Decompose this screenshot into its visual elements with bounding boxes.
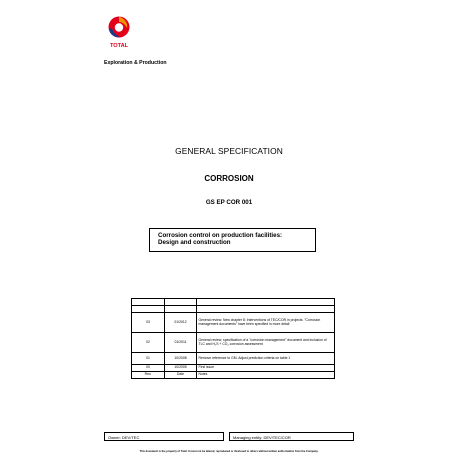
- rev-cell: 00: [132, 365, 165, 372]
- table-row: [132, 299, 335, 306]
- rev-cell: 02: [132, 333, 165, 353]
- table-row: [132, 353, 335, 365]
- date-column-header: Date: [165, 372, 197, 379]
- notes-cell: General review, specification of a "corrosion management" document and inclusion of TLC and H₂S + CO₂ corrosion assessment: [197, 333, 335, 353]
- rev-cell: 01: [132, 353, 165, 365]
- managing-entity-box: Managing entity: DEV/TEC/COR: [229, 432, 354, 441]
- date-cell: 10/2005: [165, 365, 197, 372]
- date-cell: [165, 306, 197, 313]
- rev-cell: [132, 306, 165, 313]
- date-cell: 01/2012: [165, 313, 197, 333]
- rev-cell: [132, 299, 165, 306]
- table-row: [132, 365, 335, 372]
- document-subject: CORROSION: [204, 174, 254, 183]
- confidentiality-notice: This document is the property of Total. It must not be altered, reproduced or disclosed to others without written authorisation from the Company.: [139, 450, 319, 453]
- date-cell: 01/2011: [165, 333, 197, 353]
- table-header-row: [132, 372, 335, 379]
- document-type: GENERAL SPECIFICATION: [175, 146, 283, 156]
- rev-cell: 03: [132, 313, 165, 333]
- document-title-box: [149, 228, 316, 252]
- document-title-line-1: Corrosion control on production facilities:: [158, 232, 283, 239]
- document-title-line-2: Design and construction: [158, 239, 231, 247]
- rev-column-header: Rev.: [132, 372, 165, 379]
- document-reference: GS EP COR 001: [205, 199, 253, 206]
- notes-column-header: Notes: [197, 372, 335, 379]
- notes-cell: General review. New chapter 8: Interventions of TEC/COR in projects. "Corrosion management documents" have been specified in more detail: [197, 313, 335, 333]
- table-row: [132, 333, 335, 353]
- date-cell: 10/2008: [165, 353, 197, 365]
- total-logo: [104, 14, 134, 52]
- notes-cell: Remove reference to GM. Adjust prediction criteria on table 1: [197, 353, 335, 365]
- division-name: Exploration & Production: [104, 60, 167, 66]
- table-row: [132, 306, 335, 313]
- notes-cell: First issue: [197, 365, 335, 372]
- table-row: [132, 313, 335, 333]
- notes-cell: [197, 299, 335, 306]
- notes-cell: [197, 306, 335, 313]
- owner-box: Owner: DEV/TEC: [104, 432, 224, 441]
- revision-table: [131, 298, 335, 379]
- date-cell: [165, 299, 197, 306]
- logo-wordmark: TOTAL: [109, 43, 129, 49]
